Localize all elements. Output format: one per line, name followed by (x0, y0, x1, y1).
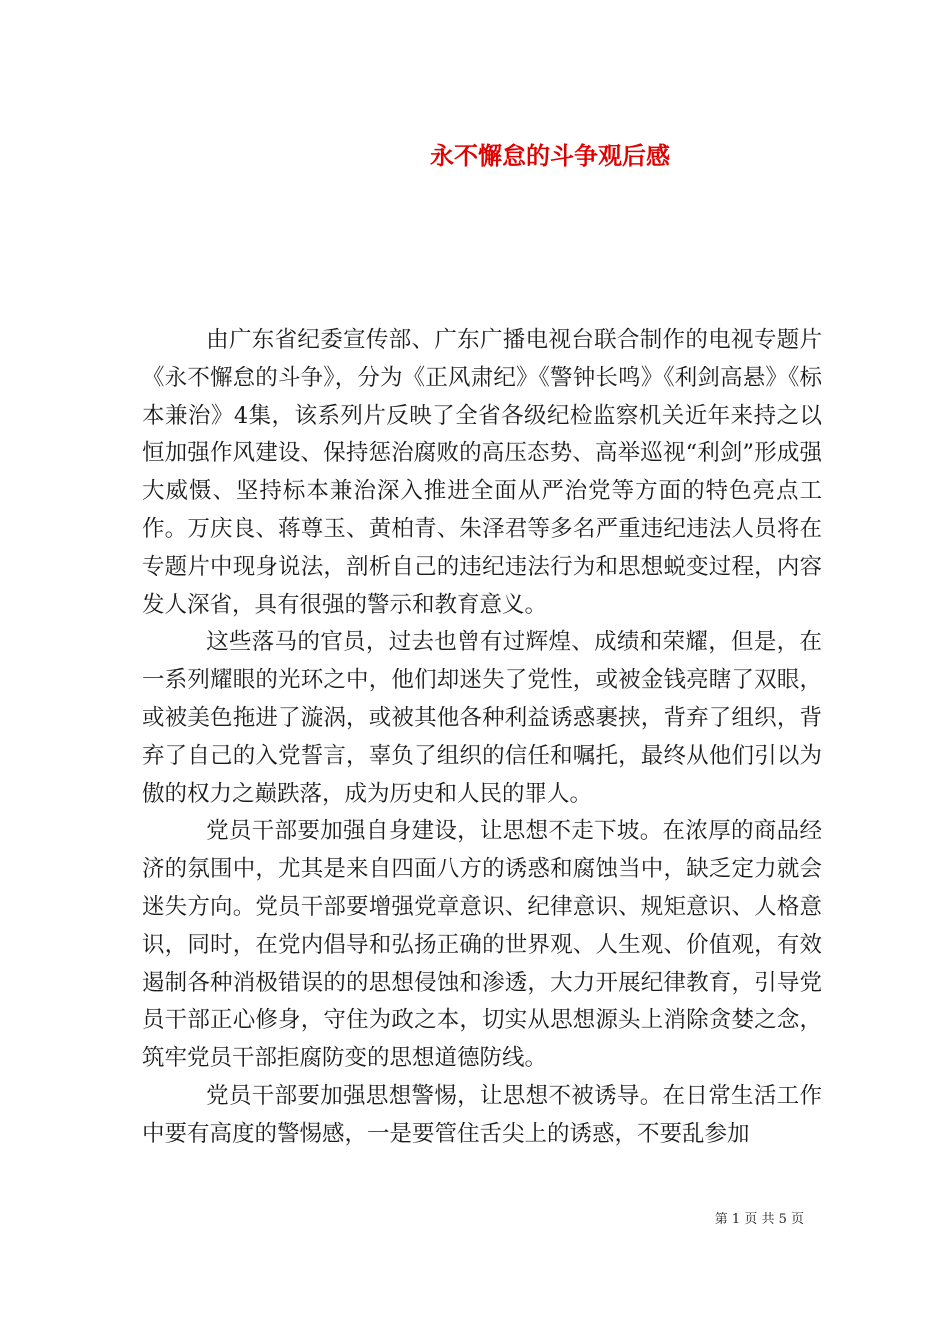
paragraph-2: 这些落马的官员，过去也曾有过辉煌、成绩和荣耀，但是，在一系列耀眼的光环之中，他们却迷失了党性，或被金钱亮瞎了双眼，或被美色拖进了漩涡，或被其他各种利益诱惑裹挟，背弃了组织，背弃了自己的入党誓言，辜负了组织的信任和嘱托，最终从他们引以为傲的权力之巅跌落，成为历史和人民的罪人。 (142, 629, 822, 807)
document-title: 永不懈怠的斗争观后感 (430, 142, 670, 170)
paragraph-1: 由广东省纪委宣传部、广东广播电视台联合制作的电视专题片《永不懈怠的斗争》，分为《正风肃纪》《警钟长鸣》《利剑高悬》《标本兼治》4集，该系列片反映了全省各级纪检监察机关近年来持之以恒加强作风建设、保持惩治腐败的高压态势、高举巡视“利剑”形成强大威慑、坚持标本兼治深入推进全面从严治党等方面的特色亮点工作。万庆良、蒋尊玉、黄柏青、朱泽君等多名严重违纪违法人员将在专题片中现身说法，剖析自己的违纪违法行为和思想蜕变过程，内容发人深省，具有很强的警示和教育意义。 (142, 327, 822, 618)
document-body (142, 322, 822, 1154)
page-number-footer: 第 1 页 共 5 页 (714, 1212, 804, 1227)
paragraph-3: 党员干部要加强自身建设，让思想不走下坡。在浓厚的商品经济的氛围中，尤其是来自四面八方的诱惑和腐蚀当中，缺乏定力就会迷失方向。党员干部要增强党章意识、纪律意识、规矩意识、人格意识，同时，在党内倡导和弘扬正确的世界观、人生观、价值观，有效遏制各种消极错误的的思想侵蚀和渗透，大力开展纪律教育，引导党员干部正心修身，守住为政之本，切实从思想源头上消除贪婪之念，筑牢党员干部拒腐防变的思想道德防线。 (142, 818, 822, 1072)
paragraph-4: 党员干部要加强思想警惕，让思想不被诱导。在日常生活工作中要有高度的警惕感，一是要管住舌尖上的诱惑，不要乱参加 (142, 1082, 822, 1147)
